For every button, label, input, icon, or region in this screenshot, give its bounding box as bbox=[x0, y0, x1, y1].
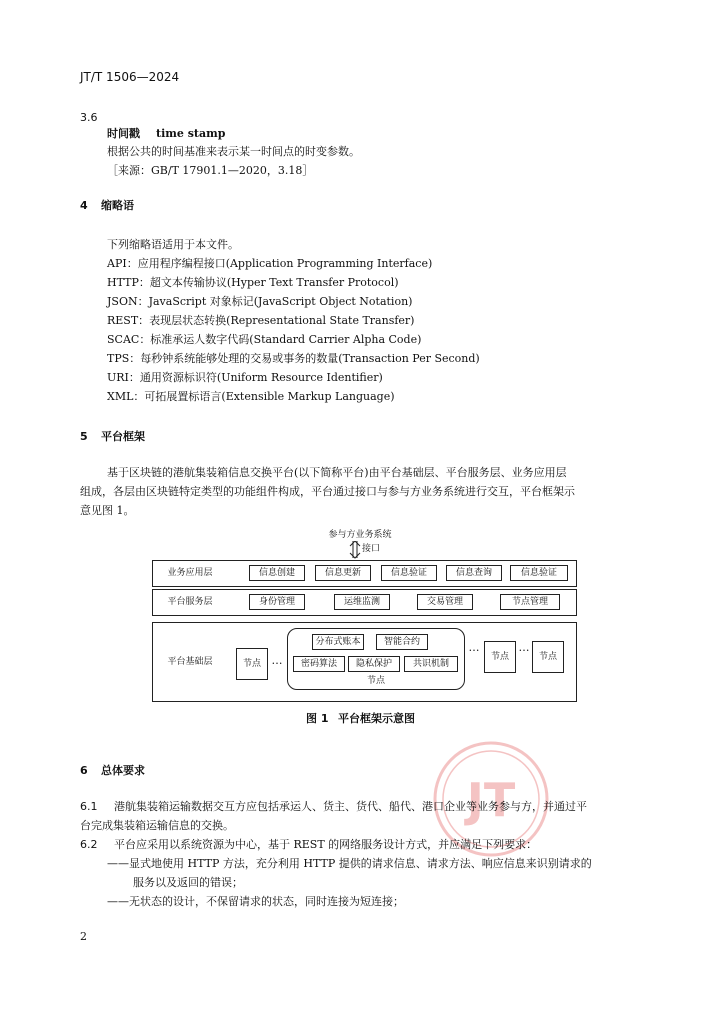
paragraph-line: 组成，各层由区块链特定类型的功能组件构成，平台通过接口与参与方业务系统进行交互，平台框架示 bbox=[80, 485, 575, 498]
node-label: 节点 bbox=[242, 659, 261, 669]
term-definition: 根据公共的时间基准来表示某一时间点的时变参数。 bbox=[107, 145, 360, 158]
node-label: 节点 bbox=[538, 652, 557, 662]
paragraph-line: 基于区块链的港航集装箱信息交换平台(以下简称平台)由平台基础层、平台服务层、业务应用层 bbox=[107, 466, 567, 479]
consensus-label: 共识机制 bbox=[412, 659, 449, 669]
ellipsis: … bbox=[468, 641, 480, 654]
figure-caption-text: 平台框架示意图 bbox=[338, 712, 415, 725]
service-component-label: 运维监测 bbox=[343, 597, 380, 607]
node-caption: 节点 bbox=[366, 676, 385, 686]
abbr-item: URI：通用资源标识符(Uniform Resource Identifier) bbox=[107, 371, 383, 384]
clause-number: 6.1 bbox=[80, 800, 98, 813]
bullet-line: ——无状态的设计，不保留请求的状态，同时连接为短连接； bbox=[107, 895, 404, 908]
abbr-item: JSON：JavaScript 对象标记(JavaScript Object Notation) bbox=[107, 295, 413, 308]
ellipsis: … bbox=[271, 654, 283, 667]
abbr-item: TPS：每秒钟系统能够处理的交易或事务的数量(Transaction Per Second) bbox=[107, 352, 480, 365]
layer-label: 平台服务层 bbox=[167, 597, 213, 607]
interface-label: 接口 bbox=[362, 544, 381, 554]
bullet-line: 服务以及返回的错误； bbox=[133, 876, 243, 889]
section-number: 6 bbox=[80, 764, 88, 777]
term-cn: 时间戳 bbox=[107, 127, 140, 140]
app-component-label: 信息创建 bbox=[258, 568, 295, 578]
abbr-item: XML：可拓展置标语言(Extensible Markup Language) bbox=[107, 390, 395, 403]
section-number: 5 bbox=[80, 430, 88, 443]
paragraph-line: 意见图 1。 bbox=[80, 504, 135, 517]
section-number: 4 bbox=[80, 199, 88, 212]
service-component-label: 节点管理 bbox=[511, 597, 548, 607]
layer-label: 平台基础层 bbox=[167, 657, 213, 667]
ellipsis: … bbox=[518, 641, 530, 654]
paragraph-line: 台完成集装箱运输信息的交换。 bbox=[80, 819, 234, 832]
abbr-item: REST：表现层状态转换(Representational State Transfer) bbox=[107, 314, 415, 327]
node-label: 节点 bbox=[490, 652, 509, 662]
section-title: 平台框架 bbox=[101, 430, 145, 443]
abbr-item: HTTP：超文本传输协议(Hyper Text Transfer Protocol) bbox=[107, 276, 399, 289]
term-en: time stamp bbox=[156, 127, 226, 140]
section-title: 缩略语 bbox=[101, 199, 134, 212]
abbr-item: SCAC：标准承运人数字代码(Standard Carrier Alpha Code) bbox=[107, 333, 422, 346]
term-source: ［来源：GB/T 17901.1—2020，3.18］ bbox=[107, 164, 314, 177]
clause-number: 6.2 bbox=[80, 838, 98, 851]
bullet-line: ——显式地使用 HTTP 方法，充分利用 HTTP 提供的请求信息、请求方法、响应信息来识别请求的 bbox=[107, 857, 592, 870]
app-component-label: 信息验证 bbox=[520, 568, 557, 578]
app-component-label: 信息更新 bbox=[324, 568, 361, 578]
watermark-text: JT bbox=[466, 773, 516, 827]
figure-caption-number: 图 1 bbox=[306, 712, 329, 725]
paragraph-line: 港航集装箱运输数据交互方应包括承运人、货主、货代、船代、港口企业等业务参与方，并通过平 bbox=[114, 800, 587, 813]
app-component-label: 信息验证 bbox=[390, 568, 427, 578]
app-component-label: 信息查询 bbox=[455, 568, 492, 578]
crypto-label: 密码算法 bbox=[300, 659, 337, 669]
abbr-item: API：应用程序编程接口(Application Programming Interface) bbox=[107, 257, 433, 270]
section-title: 总体要求 bbox=[101, 764, 145, 777]
clause-number: 3.6 bbox=[80, 111, 98, 124]
smart-contract-label: 智能合约 bbox=[383, 637, 420, 647]
page-number: 2 bbox=[80, 930, 87, 943]
abbr-intro: 下列缩略语适用于本文件。 bbox=[107, 238, 239, 251]
figure-top-label: 参与方业务系统 bbox=[328, 530, 392, 540]
service-component-label: 交易管理 bbox=[426, 597, 463, 607]
service-component-label: 身份管理 bbox=[258, 597, 295, 607]
layer-label: 业务应用层 bbox=[167, 568, 213, 578]
standard-number: JT/T 1506—2024 bbox=[80, 70, 180, 84]
ledger-label: 分布式账本 bbox=[315, 637, 361, 647]
privacy-label: 隐私保护 bbox=[355, 659, 392, 669]
paragraph-line: 平台应采用以系统资源为中心，基于 REST 的网络服务设计方式，并应满足下列要求： bbox=[114, 838, 538, 851]
